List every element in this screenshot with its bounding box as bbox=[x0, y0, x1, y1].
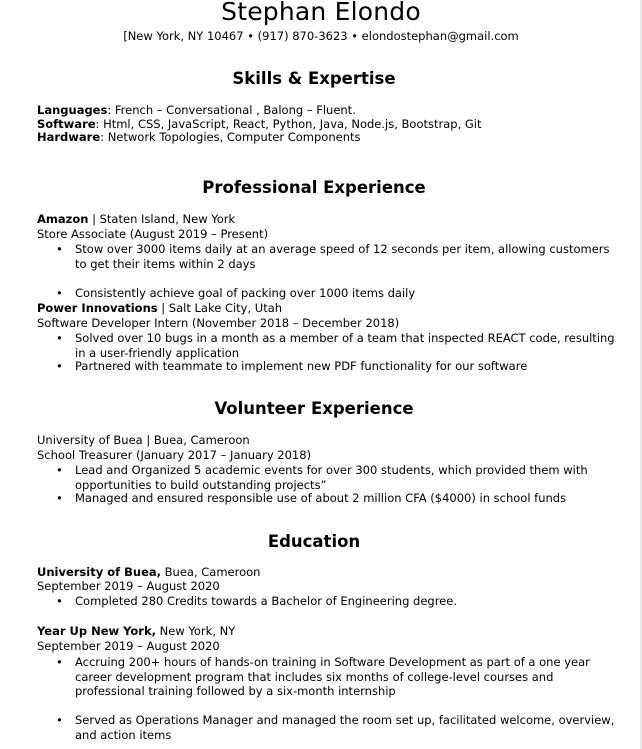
volunteer-bullet-1: Lead and Organized 5 academic events for over 300 students, which provided them with opportunities to build outstanding projects” bbox=[75, 463, 588, 492]
job-power-header: Power Innovations | Salt Lake City, Utah bbox=[37, 301, 283, 315]
section-title-professional: Professional Experience bbox=[202, 178, 426, 197]
skill-hardware: Hardware: Network Topologies, Computer Components bbox=[37, 130, 361, 144]
school-yearup-dates: September 2019 – August 2020 bbox=[37, 639, 220, 653]
volunteer-role: School Treasurer (January 2017 – January 2018) bbox=[37, 448, 312, 462]
volunteer-org: University of Buea | Buea, Cameroon bbox=[37, 433, 250, 447]
bullet-icon: • bbox=[56, 491, 63, 505]
bullet-icon: • bbox=[56, 286, 63, 300]
school-yearup-bullet-2: Served as Operations Manager and managed the room set up, facilitated welcome, overview, and action items bbox=[75, 713, 615, 742]
section-title-skills: Skills & Expertise bbox=[232, 69, 396, 88]
job-power-bullet-1: Solved over 10 bugs in a month as a member of a team that inspected REACT code, resulting in a user-friendly application bbox=[75, 331, 615, 360]
candidate-name: Stephan Elondo bbox=[221, 0, 421, 26]
school-buea-dates: September 2019 – August 2020 bbox=[37, 579, 220, 593]
volunteer-bullet-2: Managed and ensured responsible use of about 2 million CFA ($4000) in school funds bbox=[75, 491, 567, 505]
job-amazon-role: Store Associate (August 2019 – Present) bbox=[37, 227, 269, 241]
school-buea-bullet-1: Completed 280 Credits towards a Bachelor of Engineering degree. bbox=[75, 594, 457, 608]
section-title-education: Education bbox=[267, 532, 361, 551]
skill-languages: Languages: French – Conversational , Balong – Fluent. bbox=[37, 103, 356, 117]
bullet-icon: • bbox=[56, 655, 63, 669]
skill-software: Software: Html, CSS, JavaScript, React, Python, Java, Node.js, Bootstrap, Git bbox=[37, 117, 482, 131]
job-amazon-bullet-1: Stow over 3000 items daily at an average speed of 12 seconds per item, allowing customers to get their items within 2 days bbox=[75, 242, 610, 271]
job-amazon-bullet-2: Consistently achieve goal of packing over 1000 items daily bbox=[75, 286, 416, 300]
bullet-icon: • bbox=[56, 463, 63, 477]
bullet-icon: • bbox=[56, 242, 63, 256]
job-amazon-header: Amazon | Staten Island, New York bbox=[37, 212, 236, 226]
job-power-bullet-2: Partnered with teammate to implement new PDF functionality for our software bbox=[75, 359, 528, 373]
school-yearup-header: Year Up New York, New York, NY bbox=[37, 624, 236, 638]
job-power-role: Software Developer Intern (November 2018 – December 2018) bbox=[37, 316, 400, 330]
school-yearup-bullet-1: Accruing 200+ hours of hands-on training in Software Development as part of a one year career development program that includes six months of college-level courses and professional training followed by a six-month internship bbox=[75, 655, 590, 699]
bullet-icon: • bbox=[56, 713, 63, 727]
bullet-icon: • bbox=[56, 594, 63, 608]
bullet-icon: • bbox=[56, 359, 63, 373]
section-title-volunteer: Volunteer Experience bbox=[214, 399, 414, 418]
contact-info: [New York, NY 10467 • (917) 870-3623 • elondostephan@gmail.com bbox=[123, 29, 519, 43]
school-buea-header: University of Buea, Buea, Cameroon bbox=[37, 565, 261, 579]
bullet-icon: • bbox=[56, 331, 63, 345]
